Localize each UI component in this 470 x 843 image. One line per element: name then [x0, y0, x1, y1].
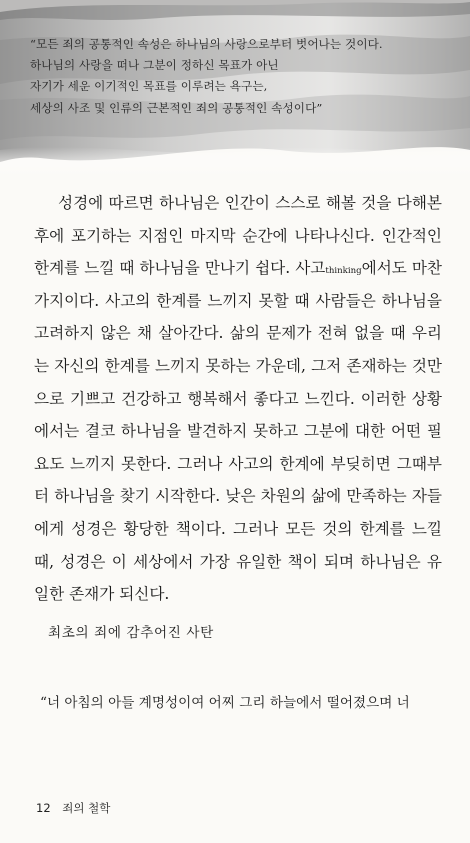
- text-line: 때, 성경은 이 세상에서 가장 유일한 책이 되며 하나님은 유: [34, 552, 442, 571]
- text-line: 가지이다. 사고의 한계를 느끼지 못할 때 사람들은 하나님을: [34, 291, 442, 310]
- text-line: 후에 포기하는 지점인 마지막 순간에 나타나신다. 인간적인: [34, 226, 442, 245]
- page-number: 12: [36, 801, 51, 815]
- epigraph-quote: [30, 34, 455, 119]
- text-line: 고려하지 않은 채 살아간다. 삶의 문제가 전혀 없을 때 우리: [34, 324, 442, 343]
- text-line: 에게 성경은 황당한 책이다. 그러나 모든 것의 한계를 느낄: [34, 519, 442, 538]
- quote-line: 하나님의 사랑을 떠나 그분이 정하신 목표가 아닌: [30, 58, 279, 73]
- text-line: 성경에 따르면 하나님은 인간이 스스로 해볼 것을 다해본: [58, 194, 442, 212]
- text-line: 는 자신의 한계를 느끼지 못하는 가운데, 그저 존재하는 것만: [34, 356, 442, 375]
- verse-quote: “너 아침의 아들 계명성이여 어찌 그리 하늘에서 떨어졌으며 너: [40, 695, 410, 711]
- quote-line: 자기가 세운 이기적인 목표를 이루려는 욕구는,: [30, 79, 268, 94]
- section-heading: 최초의 죄에 감추어진 사탄: [48, 625, 214, 641]
- quote-line: 세상의 사조 및 인류의 근본적인 죄의 공통적인 속성이다”: [30, 100, 323, 115]
- text-line: 으로 기쁘고 건강하고 행복해서 좋다고 느낀다. 이러한 상황: [34, 389, 442, 408]
- body-paragraph: [34, 187, 442, 611]
- quote-line: “모든 죄의 공통적인 속성은 하나님의 사랑으로부터 벗어나는 것이다.: [30, 37, 383, 51]
- text-line: 에서는 결코 하나님을 발견하지 못하고 그분에 대한 어떤 필: [34, 422, 442, 441]
- text-segment: 한계를 느낄 때 하나님을 만나기 쉽다. 사고: [34, 259, 326, 278]
- text-line: 일한 존재가 되신다.: [34, 585, 170, 604]
- thinking-term: thinking: [325, 266, 362, 277]
- book-title: 죄의 철학: [62, 801, 111, 815]
- text-line: 터 하나님을 찾기 시작한다. 낮은 차원의 삶에 만족하는 자들: [34, 487, 442, 506]
- text-line-with-thinking: [34, 252, 442, 285]
- text-segment: 에서도 마찬: [361, 259, 442, 278]
- text-line: 요도 느끼지 못한다. 그러나 사고의 한계에 부딪히면 그때부: [34, 454, 442, 473]
- page-footer: [36, 800, 110, 816]
